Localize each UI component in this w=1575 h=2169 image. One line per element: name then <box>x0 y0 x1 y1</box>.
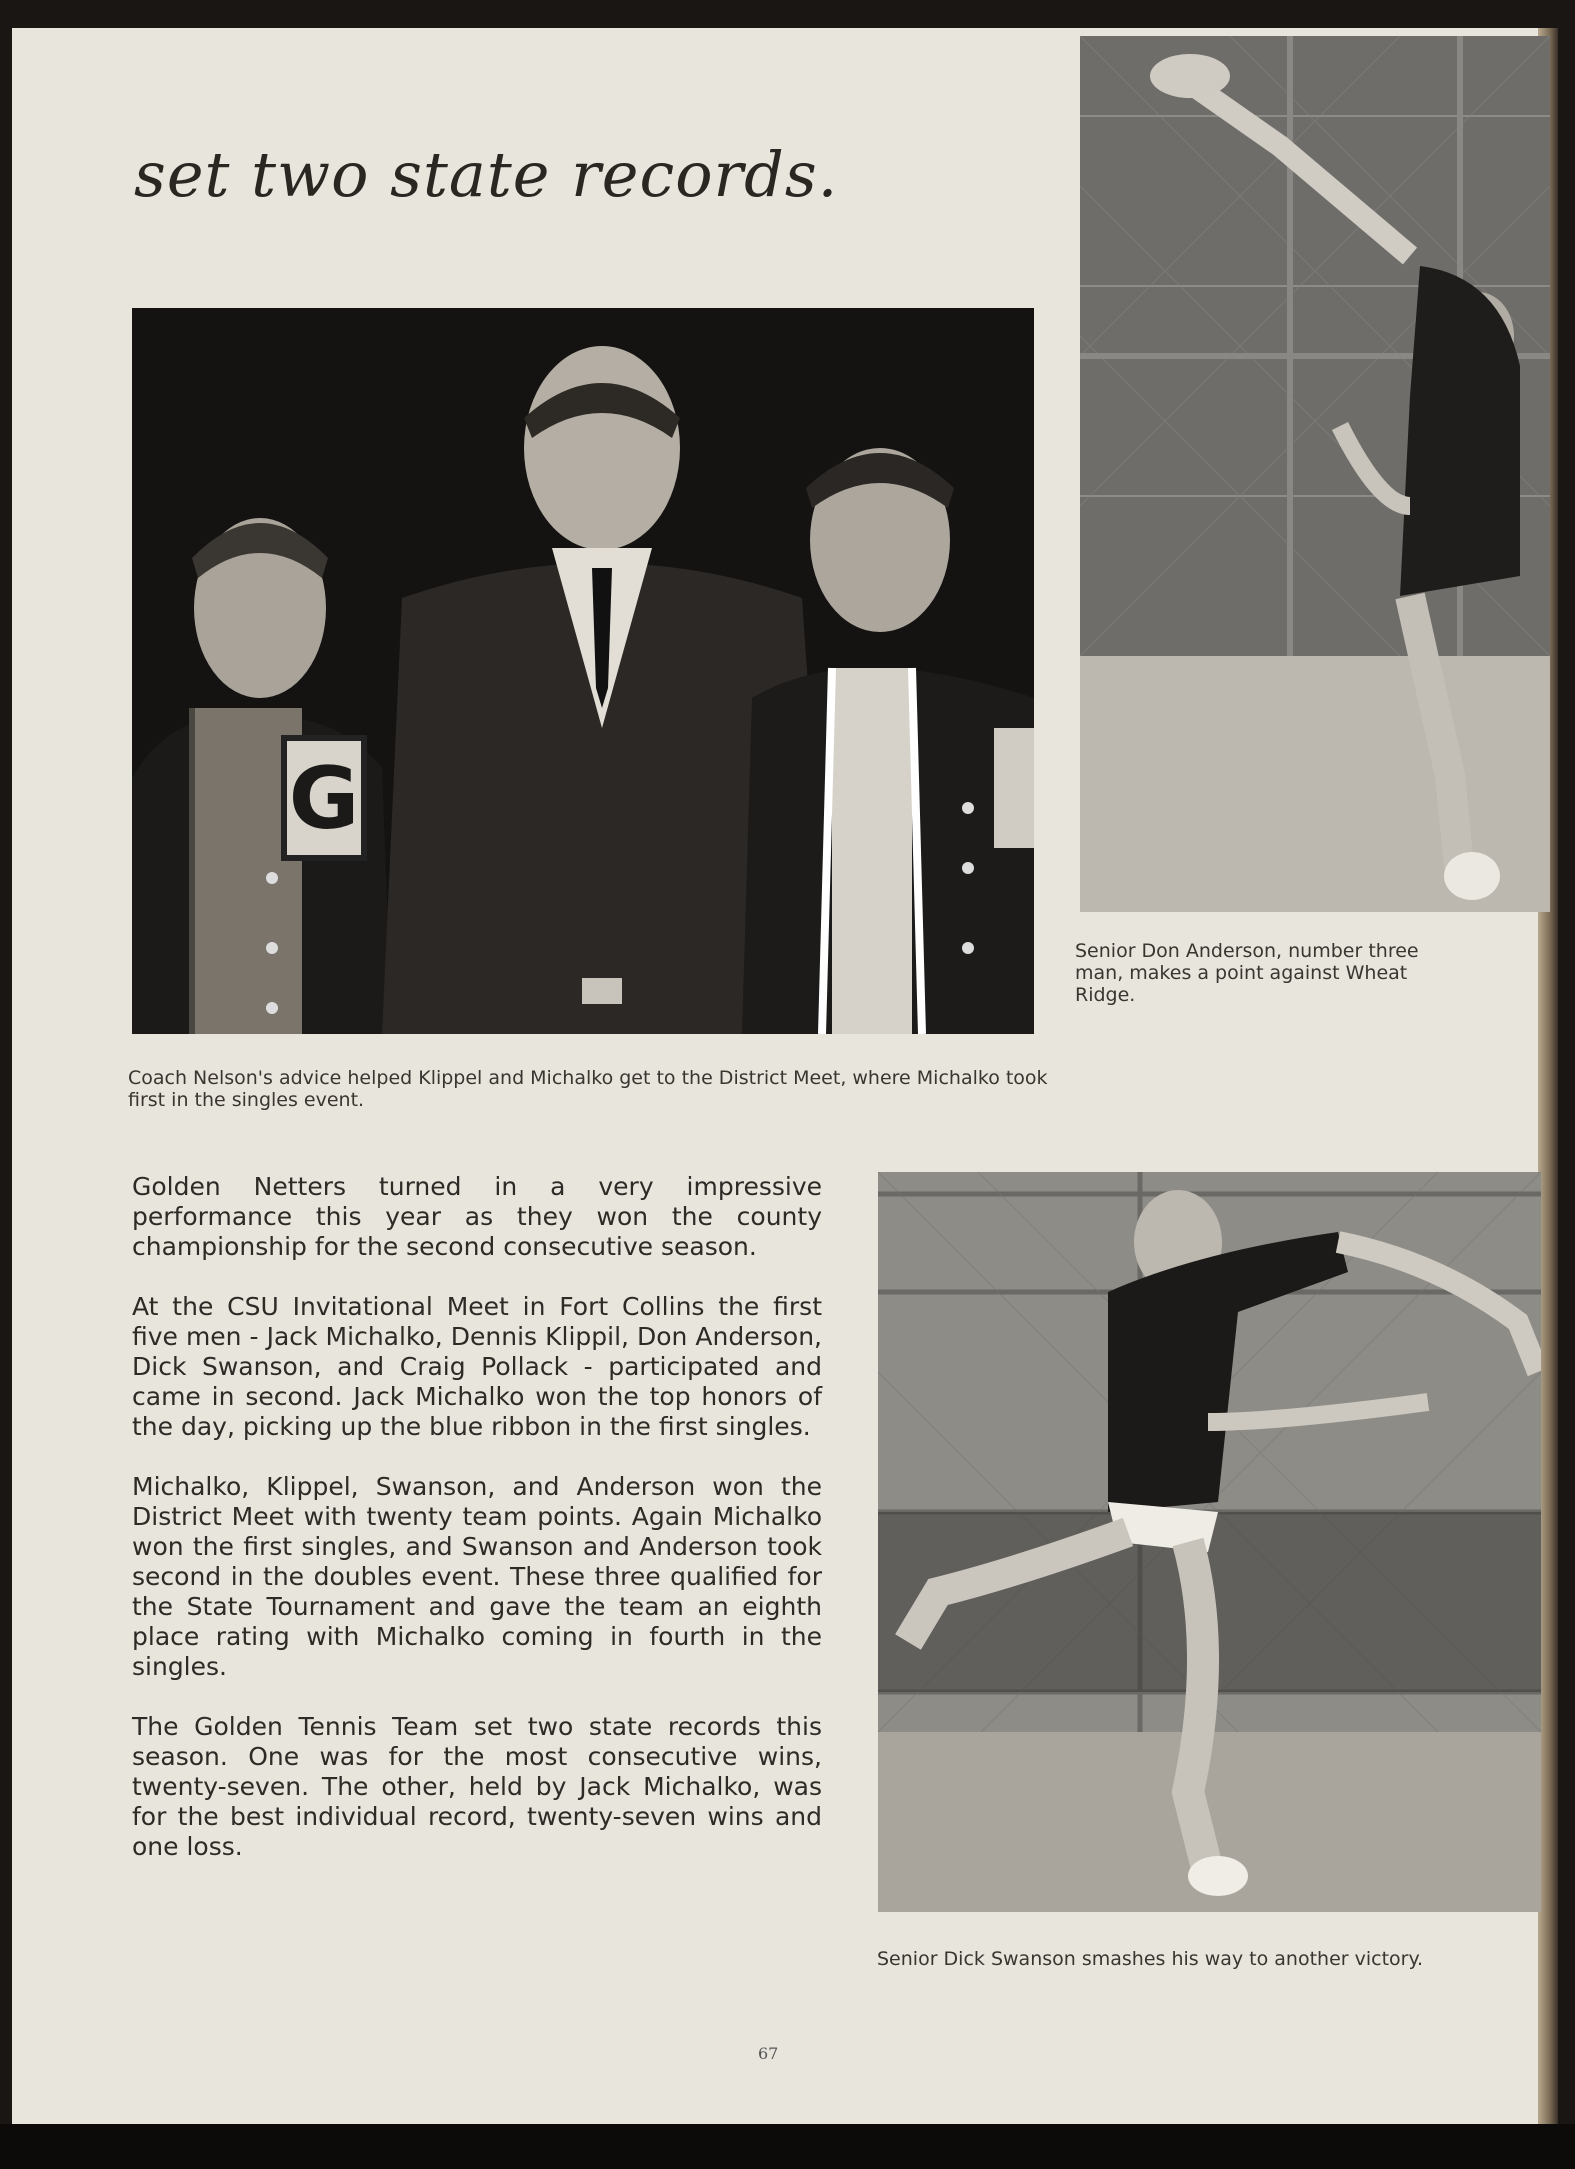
article-paragraph: The Golden Tennis Team set two state records this season. One was for the most consecutive wins, twenty-seven. The other, held by Jack Michalko, was for the best individual record, twenty-seven wins and one loss. <box>132 1712 822 1861</box>
article-body <box>132 1172 822 1892</box>
article-paragraph: Michalko, Klippel, Swanson, and Anderson won the District Meet with twenty team points. Again Michalko won the first singles, and Swanson and Anderson took second in the doubles event. These three qualified for the State Tournament and gave the team an eighth place rating with Michalko coming in fourth in the singles. <box>132 1472 822 1681</box>
article-paragraph: At the CSU Invitational Meet in Fort Collins the first five men - Jack Michalko, Dennis Klippil, Don Anderson, Dick Swanson, and Craig Pollack - participated and came in second. Jack Michalko won the top honors of the day, picking up the blue ribbon in the first singles. <box>132 1292 822 1441</box>
scan-border <box>0 2124 1575 2169</box>
article-paragraph: Golden Netters turned in a very impressive performance this year as they won the county championship for the second consecutive season. <box>132 1172 822 1261</box>
team-photo-caption: Coach Nelson's advice helped Klippel and Michalko get to the District Meet, where Michalko took first in the singles event. <box>128 1067 1048 1111</box>
anderson-photo-caption: Senior Don Anderson, number three man, makes a point against Wheat Ridge. <box>1075 940 1419 1006</box>
anderson-photo <box>1080 36 1550 912</box>
swanson-photo <box>878 1172 1541 1912</box>
page-headline: set two state records. <box>134 138 839 211</box>
page-number: 67 <box>758 2044 779 2063</box>
team-photo <box>132 308 1034 1034</box>
jacket-letter-g: G <box>288 749 360 849</box>
swanson-photo-caption: Senior Dick Swanson smashes his way to another victory. <box>877 1948 1424 1970</box>
